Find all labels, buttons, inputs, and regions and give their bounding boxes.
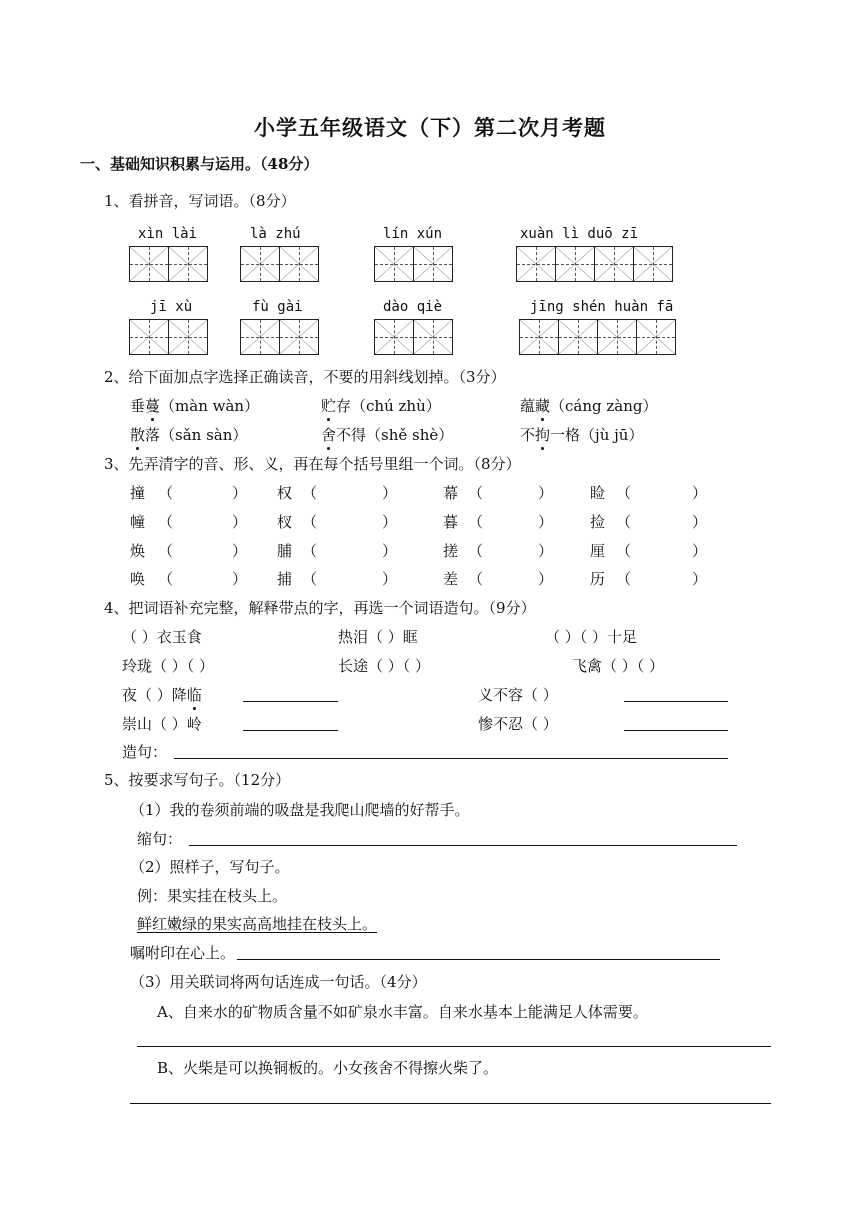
pinyin: jī xù xyxy=(150,299,193,315)
idiom-fill[interactable]: 崇山（ ）岭 xyxy=(122,715,202,733)
word-char: 唤 xyxy=(130,570,146,588)
question-5-label: 5、按要求写句子。（12分） xyxy=(104,771,291,789)
paren-open[interactable]: （ xyxy=(468,570,484,588)
question-4-label: 4、把词语补充完整，解释带点的字，再选一个词语造句。（9分） xyxy=(104,599,536,617)
paren-open[interactable]: （ xyxy=(158,484,174,502)
word-char: 历 xyxy=(590,570,606,588)
paren-close: ） xyxy=(232,542,248,560)
paren-close: ） xyxy=(382,570,398,588)
pinyin: xìn lài xyxy=(138,226,198,242)
idiom-fill[interactable]: 玲珑（ ）（ ） xyxy=(122,657,215,675)
paren-close: ） xyxy=(538,513,554,531)
shorten-label: 缩句： xyxy=(137,830,183,848)
answer-line[interactable] xyxy=(243,701,338,702)
idiom-fill[interactable]: 惨不忍（ ） xyxy=(478,715,558,733)
idiom-fill[interactable]: （ ）衣玉食 xyxy=(122,628,202,646)
sentence-label: 造句： xyxy=(122,743,168,761)
word-char: 幕 xyxy=(443,484,459,502)
section-heading: 一、基础知识积累与运用。（48分） xyxy=(80,155,319,173)
char-grid[interactable] xyxy=(374,246,453,282)
paren-open[interactable]: （ xyxy=(616,570,632,588)
answer-line[interactable] xyxy=(137,1046,771,1047)
paren-close: ） xyxy=(692,484,708,502)
answer-line[interactable] xyxy=(189,845,737,846)
word-char: 焕 xyxy=(130,542,146,560)
word-char: 暮 xyxy=(443,513,459,531)
paren-open[interactable]: （ xyxy=(468,542,484,560)
idiom-fill[interactable]: 热泪（ ）眶 xyxy=(338,628,418,646)
word-char: 幢 xyxy=(130,513,146,531)
idiom-fill[interactable]: 义不容（ ） xyxy=(478,686,558,704)
pinyin: lín xún xyxy=(383,226,443,242)
sentence-prompt: （1）我的卷须前端的吸盘是我爬山爬墙的好帮手。 xyxy=(130,801,470,819)
answer-line[interactable] xyxy=(130,1103,771,1104)
paren-open[interactable]: （ xyxy=(302,542,318,560)
sentence-prompt: （2）照样子，写句子。 xyxy=(130,858,290,876)
paren-open[interactable]: （ xyxy=(302,513,318,531)
paren-close: ） xyxy=(538,542,554,560)
sentence-prompt: （3）用关联词将两句话连成一句话。（4分） xyxy=(130,973,427,991)
paren-close: ） xyxy=(692,513,708,531)
idiom-fill[interactable]: 夜（ ）降临 xyxy=(122,686,202,704)
word-char: 差 xyxy=(443,570,459,588)
paren-close: ） xyxy=(232,513,248,531)
answer-line[interactable] xyxy=(174,758,728,759)
page-title: 小学五年级语文（下）第二次月考题 xyxy=(254,115,606,140)
answer-line[interactable] xyxy=(237,959,720,960)
pinyin: là zhú xyxy=(250,226,301,242)
paren-open[interactable]: （ xyxy=(616,542,632,560)
paren-open[interactable]: （ xyxy=(616,513,632,531)
word-char: 杈 xyxy=(277,513,293,531)
char-grid[interactable] xyxy=(129,246,208,282)
word-char: 捕 xyxy=(277,570,293,588)
paren-open[interactable]: （ xyxy=(468,484,484,502)
task-text: 嘱咐印在心上。 xyxy=(130,944,236,962)
idiom-fill[interactable]: 飞禽（ ）（ ） xyxy=(572,657,665,675)
paren-open[interactable]: （ xyxy=(302,570,318,588)
paren-close: ） xyxy=(232,570,248,588)
paren-open[interactable]: （ xyxy=(158,570,174,588)
paren-close: ） xyxy=(382,542,398,560)
reading-item[interactable]: 舍不得（shě shè） xyxy=(321,426,454,444)
answer-line[interactable] xyxy=(243,730,338,731)
paren-close: ） xyxy=(382,484,398,502)
paren-open[interactable]: （ xyxy=(302,484,318,502)
word-char: 搓 xyxy=(443,542,459,560)
word-char: 脯 xyxy=(277,542,293,560)
word-char: 撞 xyxy=(130,484,146,502)
reading-item[interactable]: 贮存（chú zhù） xyxy=(321,397,441,415)
reading-item[interactable]: 垂蔓（màn wàn） xyxy=(130,397,260,415)
question-2-label: 2、给下面加点字选择正确读音，不要的用斜线划掉。（3分） xyxy=(104,368,506,386)
char-grid[interactable] xyxy=(240,246,319,282)
question-3-label: 3、先弄清字的音、形、义，再在每个括号里组一个词。（8分） xyxy=(104,455,521,473)
char-grid[interactable] xyxy=(519,319,676,355)
question-1-label: 1、看拼音，写词语。（8分） xyxy=(104,192,296,210)
answer-line[interactable] xyxy=(624,730,728,731)
word-char: 厘 xyxy=(590,542,606,560)
word-char: 捡 xyxy=(590,513,606,531)
pinyin: fù gài xyxy=(252,299,303,315)
example-answer: 鲜红嫩绿的果实高高地挂在枝头上。 xyxy=(137,915,378,933)
paren-close: ） xyxy=(692,542,708,560)
example-text: 例：果实挂在枝头上。 xyxy=(137,887,288,905)
char-grid[interactable] xyxy=(240,319,319,355)
idiom-fill[interactable]: 长途（ ）（ ） xyxy=(338,657,431,675)
char-grid[interactable] xyxy=(129,319,208,355)
paren-open[interactable]: （ xyxy=(616,484,632,502)
pinyin: jīng shén huàn fā xyxy=(530,299,674,315)
sentence-a: A、自来水的矿物质含量不如矿泉水丰富。自来水基本上能满足人体需要。 xyxy=(157,1003,648,1021)
char-grid[interactable] xyxy=(374,319,453,355)
paren-open[interactable]: （ xyxy=(158,542,174,560)
sentence-b: B、火柴是可以换铜板的。小女孩舍不得擦火柴了。 xyxy=(157,1059,499,1077)
answer-line[interactable] xyxy=(624,701,728,702)
word-char: 权 xyxy=(277,484,293,502)
paren-close: ） xyxy=(382,513,398,531)
pinyin: dào qiè xyxy=(383,299,443,315)
paren-close: ） xyxy=(538,484,554,502)
paren-close: ） xyxy=(232,484,248,502)
idiom-fill[interactable]: （ ）（ ）十足 xyxy=(545,628,638,646)
char-grid[interactable] xyxy=(516,246,673,282)
reading-item[interactable]: 散落（sǎn sàn） xyxy=(130,426,248,444)
word-char: 睑 xyxy=(590,484,606,502)
paren-close: ） xyxy=(692,570,708,588)
pinyin: xuàn lì duō zī xyxy=(520,226,639,242)
reading-item[interactable]: 蕴藏（cáng zàng） xyxy=(520,397,658,415)
reading-item[interactable]: 不拘一格（jù jū） xyxy=(520,426,644,444)
paren-close: ） xyxy=(538,570,554,588)
paren-open[interactable]: （ xyxy=(158,513,174,531)
paren-open[interactable]: （ xyxy=(468,513,484,531)
